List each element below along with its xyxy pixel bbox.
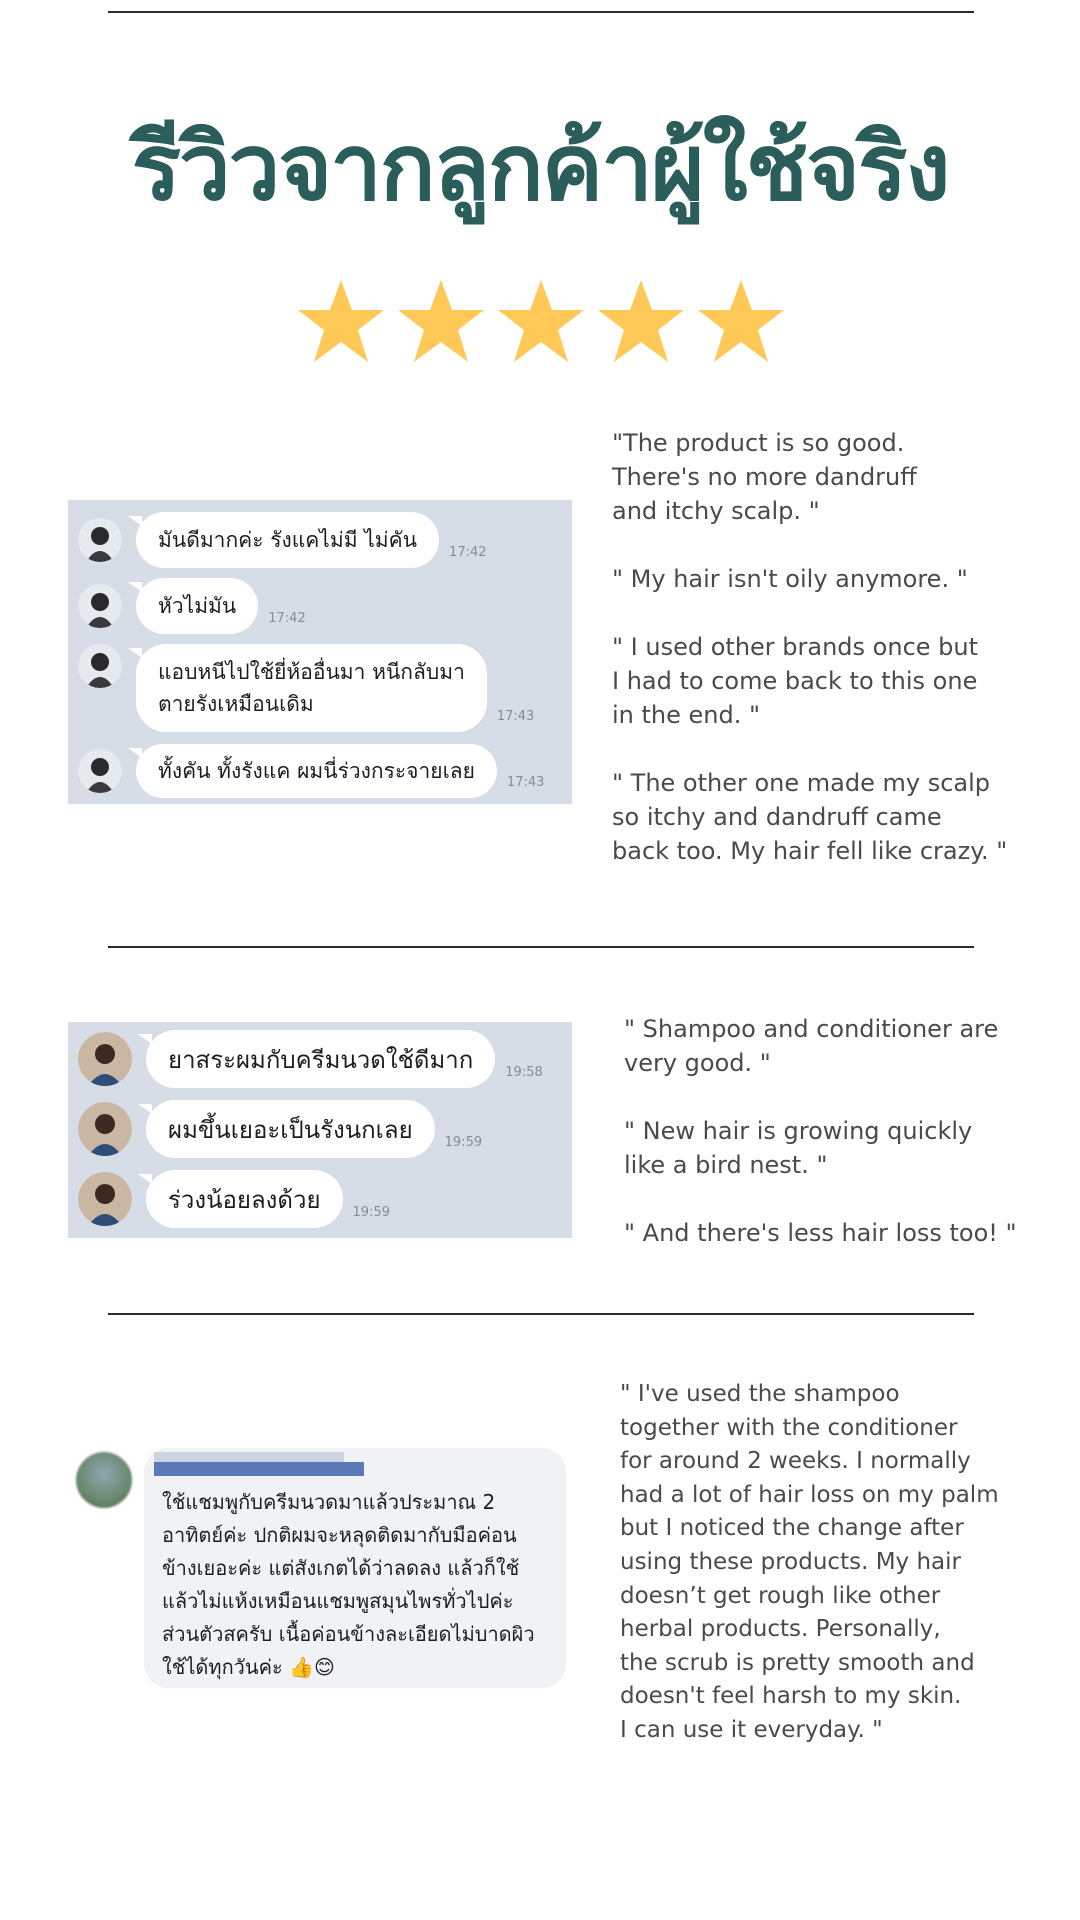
chat-screenshot-2 — [68, 1022, 572, 1238]
star-icon — [398, 280, 484, 362]
message-time: 19:59 — [352, 1205, 390, 1220]
chat-message — [78, 512, 487, 568]
redacted-name-bar — [154, 1462, 364, 1476]
message-time: 17:43 — [496, 709, 535, 724]
section-divider — [108, 1313, 974, 1315]
comment-bubble — [144, 1448, 566, 1688]
chat-message — [78, 1030, 543, 1088]
chat-message — [78, 744, 544, 798]
page-title: รีวิวจากลูกค้าผู้ใช้จริง — [131, 114, 949, 221]
message-time: 17:42 — [449, 545, 487, 560]
avatar — [78, 644, 122, 688]
message-bubble: ผมขึ้นเยอะเป็นรังนกเลย — [146, 1100, 435, 1158]
star-icon — [498, 280, 584, 362]
message-time: 17:42 — [268, 611, 306, 626]
review-quote-3: " I've used the shampoo together with the conditioner for around 2 weeks. I normally had a lot of hair loss on my palm but I noticed the change after using these products. My hair doesn’t get rough like other herbal products. Personally, the scrub is pretty smooth and doesn't feel harsh to my skin. I can use it everyday. " — [620, 1381, 999, 1743]
message-bubble: แอบหนีไปใช้ยี่ห้ออื่นมา หนีกลับมา ตายรังเหมือนเดิม — [136, 644, 487, 732]
review-quote-1: "The product is so good. There's no more dandruff and itchy scalp. " " My hair isn't oily anymore. " " I used other brands once but I had to come back to this one in the end. " " The other one made my scalp so itchy and dandruff came back too. My hair fell like crazy. " — [612, 429, 1008, 865]
chat-message — [78, 1100, 482, 1158]
avatar — [78, 584, 122, 628]
chat-message — [78, 1170, 390, 1228]
star-icon — [698, 280, 784, 362]
message-bubble: ร่วงน้อยลงด้วย — [146, 1170, 343, 1228]
star-icon — [298, 280, 384, 362]
avatar — [78, 749, 122, 793]
avatar — [78, 1102, 132, 1156]
chat-screenshot-1 — [68, 500, 572, 804]
avatar — [78, 1172, 132, 1226]
message-time: 19:58 — [505, 1065, 543, 1080]
review-quote-2: " Shampoo and conditioner are very good. " " New hair is growing quickly like a bird nest. " " And there's less hair loss too! " — [624, 1015, 1017, 1247]
facebook-comment — [72, 1448, 572, 1708]
rating-stars — [296, 272, 796, 372]
message-bubble: ยาสระผมกับครีมนวดใช้ดีมาก — [146, 1030, 495, 1088]
top-divider — [108, 11, 974, 13]
message-bubble: ทั้งคัน ทั้งรังแค ผมนี่ร่วงกระจายเลย — [136, 744, 497, 798]
avatar — [78, 518, 122, 562]
comment-text: ใช้แชมพูกับครีมนวดมาแล้วประมาณ 2 อาทิตย์ค่ะ ปกติผมจะหลุดติดมากับมือค่อน ข้างเยอะค่ะ แต่สังเกตได้ว่าลดลง แล้วก็ใช้ แล้วไม่แห้งเหมือนแชมพูสมุนไพรทั่วไปค่ะ ส่วนตัวสครับ เนื้อค่อนข้างละเอียดไม่บาดผิว ใช้ได้ทุกวันค่ะ 👍😊 — [162, 1490, 535, 1679]
star-icon — [598, 280, 684, 362]
chat-message — [78, 578, 306, 634]
section-divider — [108, 946, 974, 948]
avatar — [76, 1452, 132, 1508]
message-time: 17:43 — [506, 775, 545, 790]
message-bubble: มันดีมากค่ะ รังแคไม่มี ไม่คัน — [136, 512, 439, 568]
message-time: 19:59 — [444, 1135, 483, 1150]
message-bubble: หัวไม่มัน — [136, 578, 258, 634]
chat-message — [78, 644, 534, 732]
avatar — [78, 1032, 132, 1086]
